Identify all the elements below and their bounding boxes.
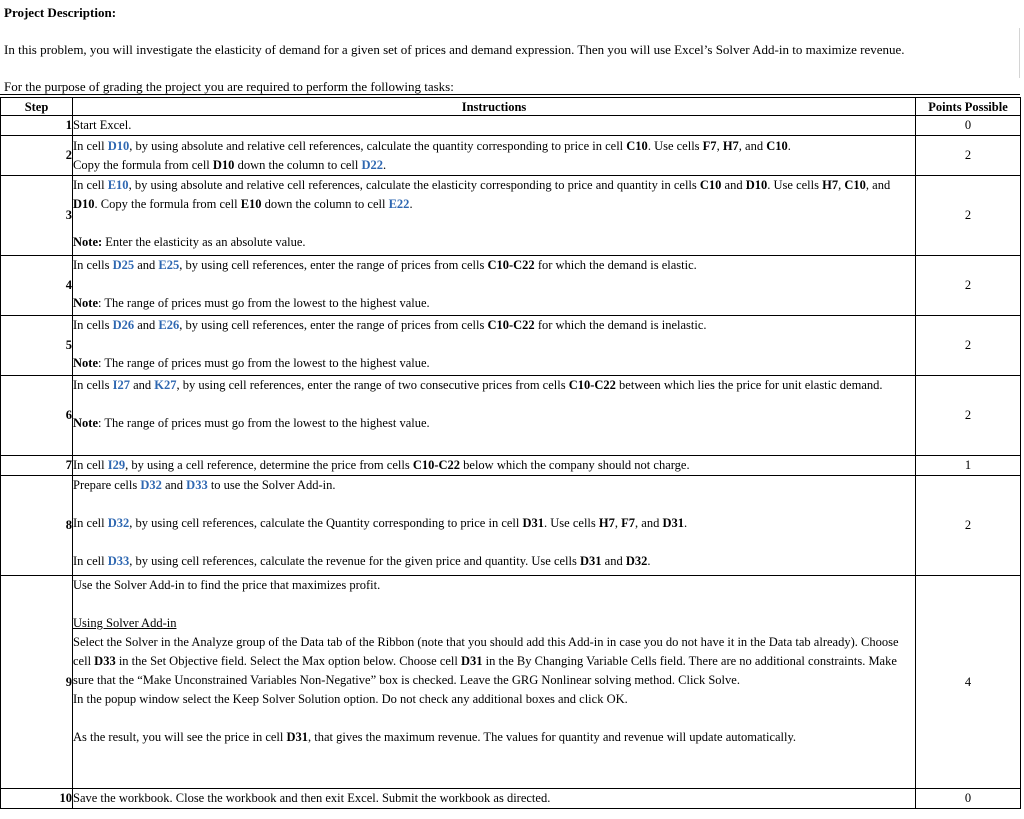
step-number: 1 bbox=[1, 116, 73, 136]
text: in the By Changing Variable Cells field. There are no additional constraints. Make sure that the “Make Unconstrained Variables Non-Negative” box is checked. Leave the GRG Nonlinear solving method. Click Solve. bbox=[73, 654, 897, 687]
cell-ref: E22 bbox=[388, 197, 410, 211]
bold-ref: D10 bbox=[745, 178, 768, 192]
paragraph bbox=[73, 137, 915, 156]
text: for which the demand is inelastic. bbox=[534, 318, 707, 332]
text: . Use cells bbox=[647, 138, 703, 153]
text: In cell bbox=[73, 138, 108, 153]
bold-ref: C10 bbox=[626, 138, 648, 153]
paragraph bbox=[73, 514, 915, 533]
spacer bbox=[73, 275, 915, 294]
paragraph bbox=[73, 256, 915, 275]
step-instructions bbox=[73, 256, 916, 316]
text: , by using absolute and relative cell references, calculate the quantity corresponding to price in cell bbox=[129, 138, 627, 153]
bold-ref: D10 bbox=[212, 157, 235, 172]
step-instructions bbox=[73, 476, 916, 576]
step-instructions bbox=[73, 376, 916, 456]
text: and bbox=[161, 478, 187, 492]
bold-ref: D33 bbox=[94, 654, 116, 668]
bold-ref: D32 bbox=[625, 554, 648, 568]
table-row bbox=[1, 576, 1021, 789]
column-header-instructions: Instructions bbox=[73, 98, 916, 116]
text: , bbox=[614, 516, 622, 530]
spacer bbox=[73, 214, 915, 233]
text: In cells bbox=[73, 378, 113, 392]
paragraph bbox=[73, 156, 915, 175]
cell-ref: D26 bbox=[112, 318, 135, 332]
text: Start Excel. bbox=[73, 118, 132, 132]
paragraph bbox=[73, 376, 915, 395]
bold-ref: D10 bbox=[73, 197, 95, 211]
cell-ref: D33 bbox=[107, 554, 130, 568]
text: down the column to cell bbox=[234, 157, 362, 172]
gridline-divider bbox=[1019, 28, 1020, 78]
table-row bbox=[1, 789, 1021, 809]
text: down the column to cell bbox=[261, 197, 389, 211]
table-row bbox=[1, 456, 1021, 476]
step-points: 4 bbox=[916, 576, 1021, 789]
step-number: 3 bbox=[1, 176, 73, 256]
cell-ref: I27 bbox=[112, 378, 130, 392]
text: and bbox=[134, 258, 159, 272]
step-number: 10 bbox=[1, 789, 73, 809]
step-instructions bbox=[73, 576, 916, 789]
bold-ref: C10 bbox=[699, 178, 722, 192]
paragraph bbox=[73, 294, 915, 313]
paragraph bbox=[73, 476, 915, 495]
text: , bbox=[716, 138, 723, 153]
text: , and bbox=[635, 516, 663, 530]
step-points: 2 bbox=[916, 476, 1021, 576]
cell-ref: D10 bbox=[107, 138, 130, 153]
text: , by using absolute and relative cell references, calculate the elasticity corresponding to price and quantity in cells bbox=[128, 178, 700, 192]
spacer bbox=[73, 595, 915, 614]
text: In cell bbox=[73, 554, 108, 568]
cell-ref: K27 bbox=[154, 378, 177, 392]
text: below which the company should not charge. bbox=[460, 458, 690, 472]
text: and bbox=[601, 554, 626, 568]
text: , that gives the maximum revenue. The values for quantity and revenue will update automatically. bbox=[308, 730, 797, 744]
step-points: 2 bbox=[916, 376, 1021, 456]
step-number: 2 bbox=[1, 136, 73, 176]
text: Enter the elasticity as an absolute value. bbox=[102, 235, 306, 249]
text: In the popup window select the Keep Solver Solution option. Do not check any additional boxes and click OK. bbox=[73, 692, 628, 706]
column-header-points: Points Possible bbox=[916, 98, 1021, 116]
grading-purpose-text: For the purpose of grading the project you are required to perform the following tasks: bbox=[4, 79, 454, 94]
paragraph bbox=[73, 414, 915, 433]
text: between which lies the price for unit elastic demand. bbox=[615, 378, 883, 392]
paragraph bbox=[73, 614, 915, 633]
project-title: Project Description: bbox=[4, 5, 117, 20]
text: In cells bbox=[73, 318, 113, 332]
paragraph bbox=[73, 316, 915, 335]
instructions-table bbox=[0, 97, 1021, 809]
paragraph bbox=[73, 633, 915, 690]
step-number: 4 bbox=[1, 256, 73, 316]
spacer bbox=[73, 533, 915, 552]
paragraph bbox=[73, 690, 915, 709]
table-header-row bbox=[1, 98, 1021, 116]
step-points: 0 bbox=[916, 116, 1021, 136]
text: Prepare cells bbox=[73, 478, 141, 492]
bold-ref: H7 bbox=[822, 178, 839, 192]
bold-ref: F7 bbox=[621, 516, 636, 530]
step-points: 2 bbox=[916, 316, 1021, 376]
cell-ref: E10 bbox=[107, 178, 129, 192]
step-points: 1 bbox=[916, 456, 1021, 476]
paragraph bbox=[73, 233, 915, 252]
section-heading: Using Solver Add-in bbox=[73, 616, 177, 630]
cell-ref: D22 bbox=[361, 157, 384, 172]
text: . bbox=[683, 516, 688, 530]
text: : The range of prices must go from the lowest to the highest value. bbox=[98, 296, 430, 310]
text: , by using cell references, enter the range of prices from cells bbox=[179, 258, 488, 272]
text: . bbox=[383, 157, 387, 172]
bold-ref: D31 bbox=[579, 554, 602, 568]
spacer bbox=[73, 709, 915, 728]
text: As the result, you will see the price in cell bbox=[73, 730, 287, 744]
text: Save the workbook. Close the workbook and then exit Excel. Submit the workbook as directed. bbox=[73, 791, 551, 805]
text: , by using cell references, enter the range of two consecutive prices from cells bbox=[176, 378, 569, 392]
text: for which the demand is elastic. bbox=[534, 258, 697, 272]
note-label: Note bbox=[73, 356, 98, 370]
paragraph bbox=[73, 728, 915, 747]
step-number: 8 bbox=[1, 476, 73, 576]
paragraph bbox=[73, 176, 915, 214]
table-row bbox=[1, 476, 1021, 576]
spacer bbox=[73, 335, 915, 354]
table-row bbox=[1, 116, 1021, 136]
bold-ref: D31 bbox=[522, 516, 545, 530]
cell-ref: E26 bbox=[158, 318, 180, 332]
text: . Use cells bbox=[544, 516, 599, 530]
bold-ref: C10 bbox=[844, 178, 866, 192]
step-number: 6 bbox=[1, 376, 73, 456]
step-points: 0 bbox=[916, 789, 1021, 809]
bold-ref: D31 bbox=[662, 516, 684, 530]
table-row bbox=[1, 316, 1021, 376]
step-number: 7 bbox=[1, 456, 73, 476]
text: , and bbox=[865, 178, 891, 192]
text: . bbox=[647, 554, 651, 568]
divider-line bbox=[0, 94, 1020, 95]
text: Use the Solver Add-in to find the price that maximizes profit. bbox=[73, 578, 381, 592]
bold-ref: C10-C22 bbox=[487, 258, 535, 272]
text: and bbox=[129, 378, 155, 392]
text: , bbox=[838, 178, 845, 192]
bold-ref: F7 bbox=[702, 138, 717, 153]
table-row bbox=[1, 136, 1021, 176]
cell-ref: D25 bbox=[112, 258, 135, 272]
paragraph bbox=[73, 576, 915, 595]
paragraph bbox=[73, 354, 915, 373]
bold-ref: D31 bbox=[461, 654, 483, 668]
cell-ref: D33 bbox=[186, 478, 208, 492]
bold-ref: E10 bbox=[240, 197, 262, 211]
bold-ref: C10 bbox=[766, 138, 788, 153]
bold-ref: C10-C22 bbox=[568, 378, 616, 392]
text: : The range of prices must go from the lowest to the highest value. bbox=[98, 356, 430, 370]
text: Copy the formula from cell bbox=[73, 157, 213, 172]
step-instructions bbox=[73, 136, 916, 176]
note-label: Note bbox=[73, 416, 98, 430]
cell-ref: E25 bbox=[158, 258, 180, 272]
text: In cell bbox=[73, 516, 108, 530]
text: : The range of prices must go from the lowest to the highest value. bbox=[98, 416, 430, 430]
paragraph bbox=[73, 552, 915, 571]
spacer bbox=[73, 495, 915, 514]
step-instructions bbox=[73, 176, 916, 256]
text: . bbox=[787, 138, 791, 153]
step-number: 5 bbox=[1, 316, 73, 376]
text: , and bbox=[738, 138, 767, 153]
text: in the Set Objective field. Select the Max option below. Choose cell bbox=[115, 654, 461, 668]
text: In cells bbox=[73, 258, 113, 272]
step-number: 9 bbox=[1, 576, 73, 789]
text: . Use cells bbox=[767, 178, 823, 192]
table-row bbox=[1, 376, 1021, 456]
bold-ref: H7 bbox=[722, 138, 739, 153]
spacer bbox=[73, 395, 915, 414]
cell-ref: D32 bbox=[140, 478, 162, 492]
column-header-step: Step bbox=[1, 98, 73, 116]
cell-ref: D32 bbox=[107, 516, 130, 530]
text: . Copy the formula from cell bbox=[94, 197, 241, 211]
bold-ref: C10-C22 bbox=[487, 318, 535, 332]
text: to use the Solver Add-in. bbox=[207, 478, 336, 492]
text: Select the Solver in the Analyze group of the Data tab of the Ribbon (note that you should add this Add-in in case you do not have it in the Data tab already). Choose cell bbox=[73, 635, 899, 668]
bold-ref: D31 bbox=[286, 730, 309, 744]
text: , by using cell references, calculate the Quantity corresponding to price in cell bbox=[129, 516, 523, 530]
step-points: 2 bbox=[916, 256, 1021, 316]
note-label: Note bbox=[73, 296, 98, 310]
text: In cell bbox=[73, 178, 108, 192]
text: . bbox=[409, 197, 413, 211]
text: , by using cell references, calculate the revenue for the given price and quantity. Use cells bbox=[129, 554, 580, 568]
text: , by using cell references, enter the range of prices from cells bbox=[179, 318, 488, 332]
text: In cell bbox=[73, 458, 108, 472]
project-description: In this problem, you will investigate the elasticity of demand for a given set of prices and demand expression. Then you will use Excel’s Solver Add-in to maximize revenue. bbox=[4, 42, 905, 57]
text: , by using a cell reference, determine the price from cells bbox=[125, 458, 413, 472]
step-points: 2 bbox=[916, 176, 1021, 256]
table-row bbox=[1, 256, 1021, 316]
step-instructions bbox=[73, 456, 916, 476]
cell-ref: I29 bbox=[107, 458, 126, 472]
text: and bbox=[134, 318, 159, 332]
table-row bbox=[1, 176, 1021, 256]
step-instructions bbox=[73, 116, 916, 136]
step-instructions bbox=[73, 789, 916, 809]
step-points: 2 bbox=[916, 136, 1021, 176]
note-label: Note: bbox=[73, 235, 103, 249]
step-instructions bbox=[73, 316, 916, 376]
bold-ref: H7 bbox=[598, 516, 615, 530]
bold-ref: C10-C22 bbox=[412, 458, 461, 472]
text: and bbox=[721, 178, 746, 192]
